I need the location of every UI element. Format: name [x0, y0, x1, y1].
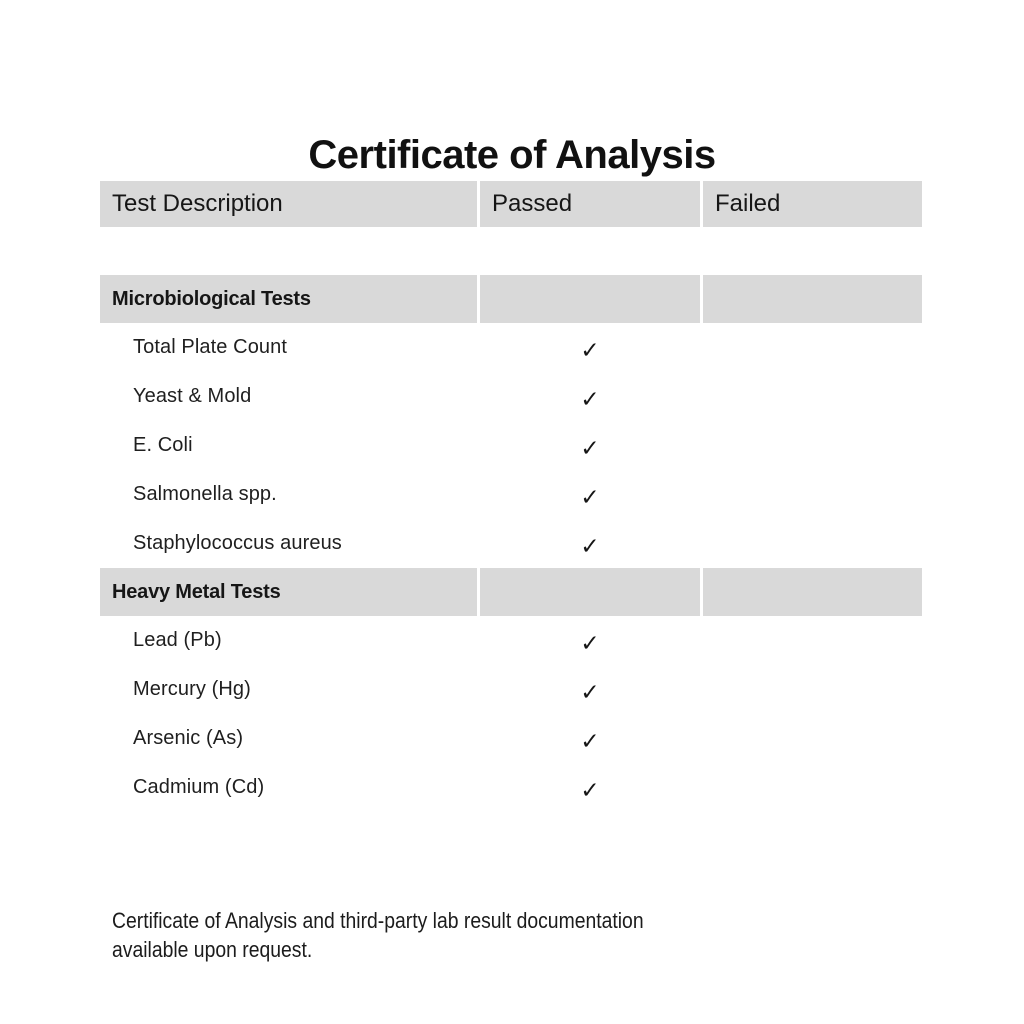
check-icon: ✓	[580, 777, 600, 804]
check-icon: ✓	[580, 435, 600, 462]
check-icon: ✓	[580, 679, 600, 706]
coa-table	[100, 181, 922, 812]
table-row	[100, 616, 922, 665]
failed-cell	[703, 714, 922, 763]
failed-cell	[703, 519, 922, 568]
passed-cell	[480, 519, 700, 568]
row-label: Yeast & Mold	[133, 385, 252, 407]
failed-cell	[703, 763, 922, 812]
check-icon: ✓	[580, 484, 600, 511]
section-title: Microbiological Tests	[100, 275, 477, 323]
check-icon: ✓	[580, 337, 600, 364]
passed-cell	[480, 763, 700, 812]
table-row	[100, 763, 922, 812]
row-label: Mercury (Hg)	[133, 678, 251, 700]
section-passed-cell	[480, 568, 700, 616]
check-icon: ✓	[580, 386, 600, 413]
section-failed-cell	[703, 568, 922, 616]
passed-cell	[480, 470, 700, 519]
passed-cell	[480, 372, 700, 421]
passed-cell	[480, 616, 700, 665]
column-header-test-description: Test Description	[100, 181, 477, 227]
failed-cell	[703, 616, 922, 665]
table-row	[100, 323, 922, 372]
passed-cell	[480, 323, 700, 372]
row-label: Cadmium (Cd)	[133, 776, 265, 798]
row-label: Staphylococcus aureus	[133, 532, 342, 554]
section-header-heavy-metal	[100, 568, 922, 616]
table-row	[100, 372, 922, 421]
failed-cell	[703, 470, 922, 519]
table-row	[100, 470, 922, 519]
passed-cell	[480, 665, 700, 714]
table-row	[100, 519, 922, 568]
failed-cell	[703, 421, 922, 470]
failed-cell	[703, 323, 922, 372]
row-label: Salmonella spp.	[133, 483, 277, 505]
section-failed-cell	[703, 275, 922, 323]
table-row	[100, 421, 922, 470]
failed-cell	[703, 372, 922, 421]
column-header-failed: Failed	[703, 181, 922, 227]
footer-line-1: Certificate of Analysis and third-party lab result documentation	[112, 908, 644, 933]
row-label: Total Plate Count	[133, 336, 288, 358]
page-title: Certificate of Analysis	[308, 132, 716, 177]
check-icon: ✓	[580, 728, 600, 755]
section-passed-cell	[480, 275, 700, 323]
row-label: Arsenic (As)	[133, 727, 244, 749]
column-header-passed: Passed	[480, 181, 700, 227]
footer-line-2: available upon request.	[112, 937, 313, 962]
row-label: Lead (Pb)	[133, 629, 222, 651]
check-icon: ✓	[580, 630, 600, 657]
section-title: Heavy Metal Tests	[100, 568, 477, 616]
passed-cell	[480, 714, 700, 763]
passed-cell	[480, 421, 700, 470]
table-spacer	[100, 227, 922, 275]
table-row	[100, 665, 922, 714]
table-header-row	[100, 181, 922, 227]
check-icon: ✓	[580, 533, 600, 560]
footer-note	[112, 906, 644, 964]
section-header-microbiological	[100, 275, 922, 323]
table-row	[100, 714, 922, 763]
row-label: E. Coli	[133, 434, 193, 456]
failed-cell	[703, 665, 922, 714]
